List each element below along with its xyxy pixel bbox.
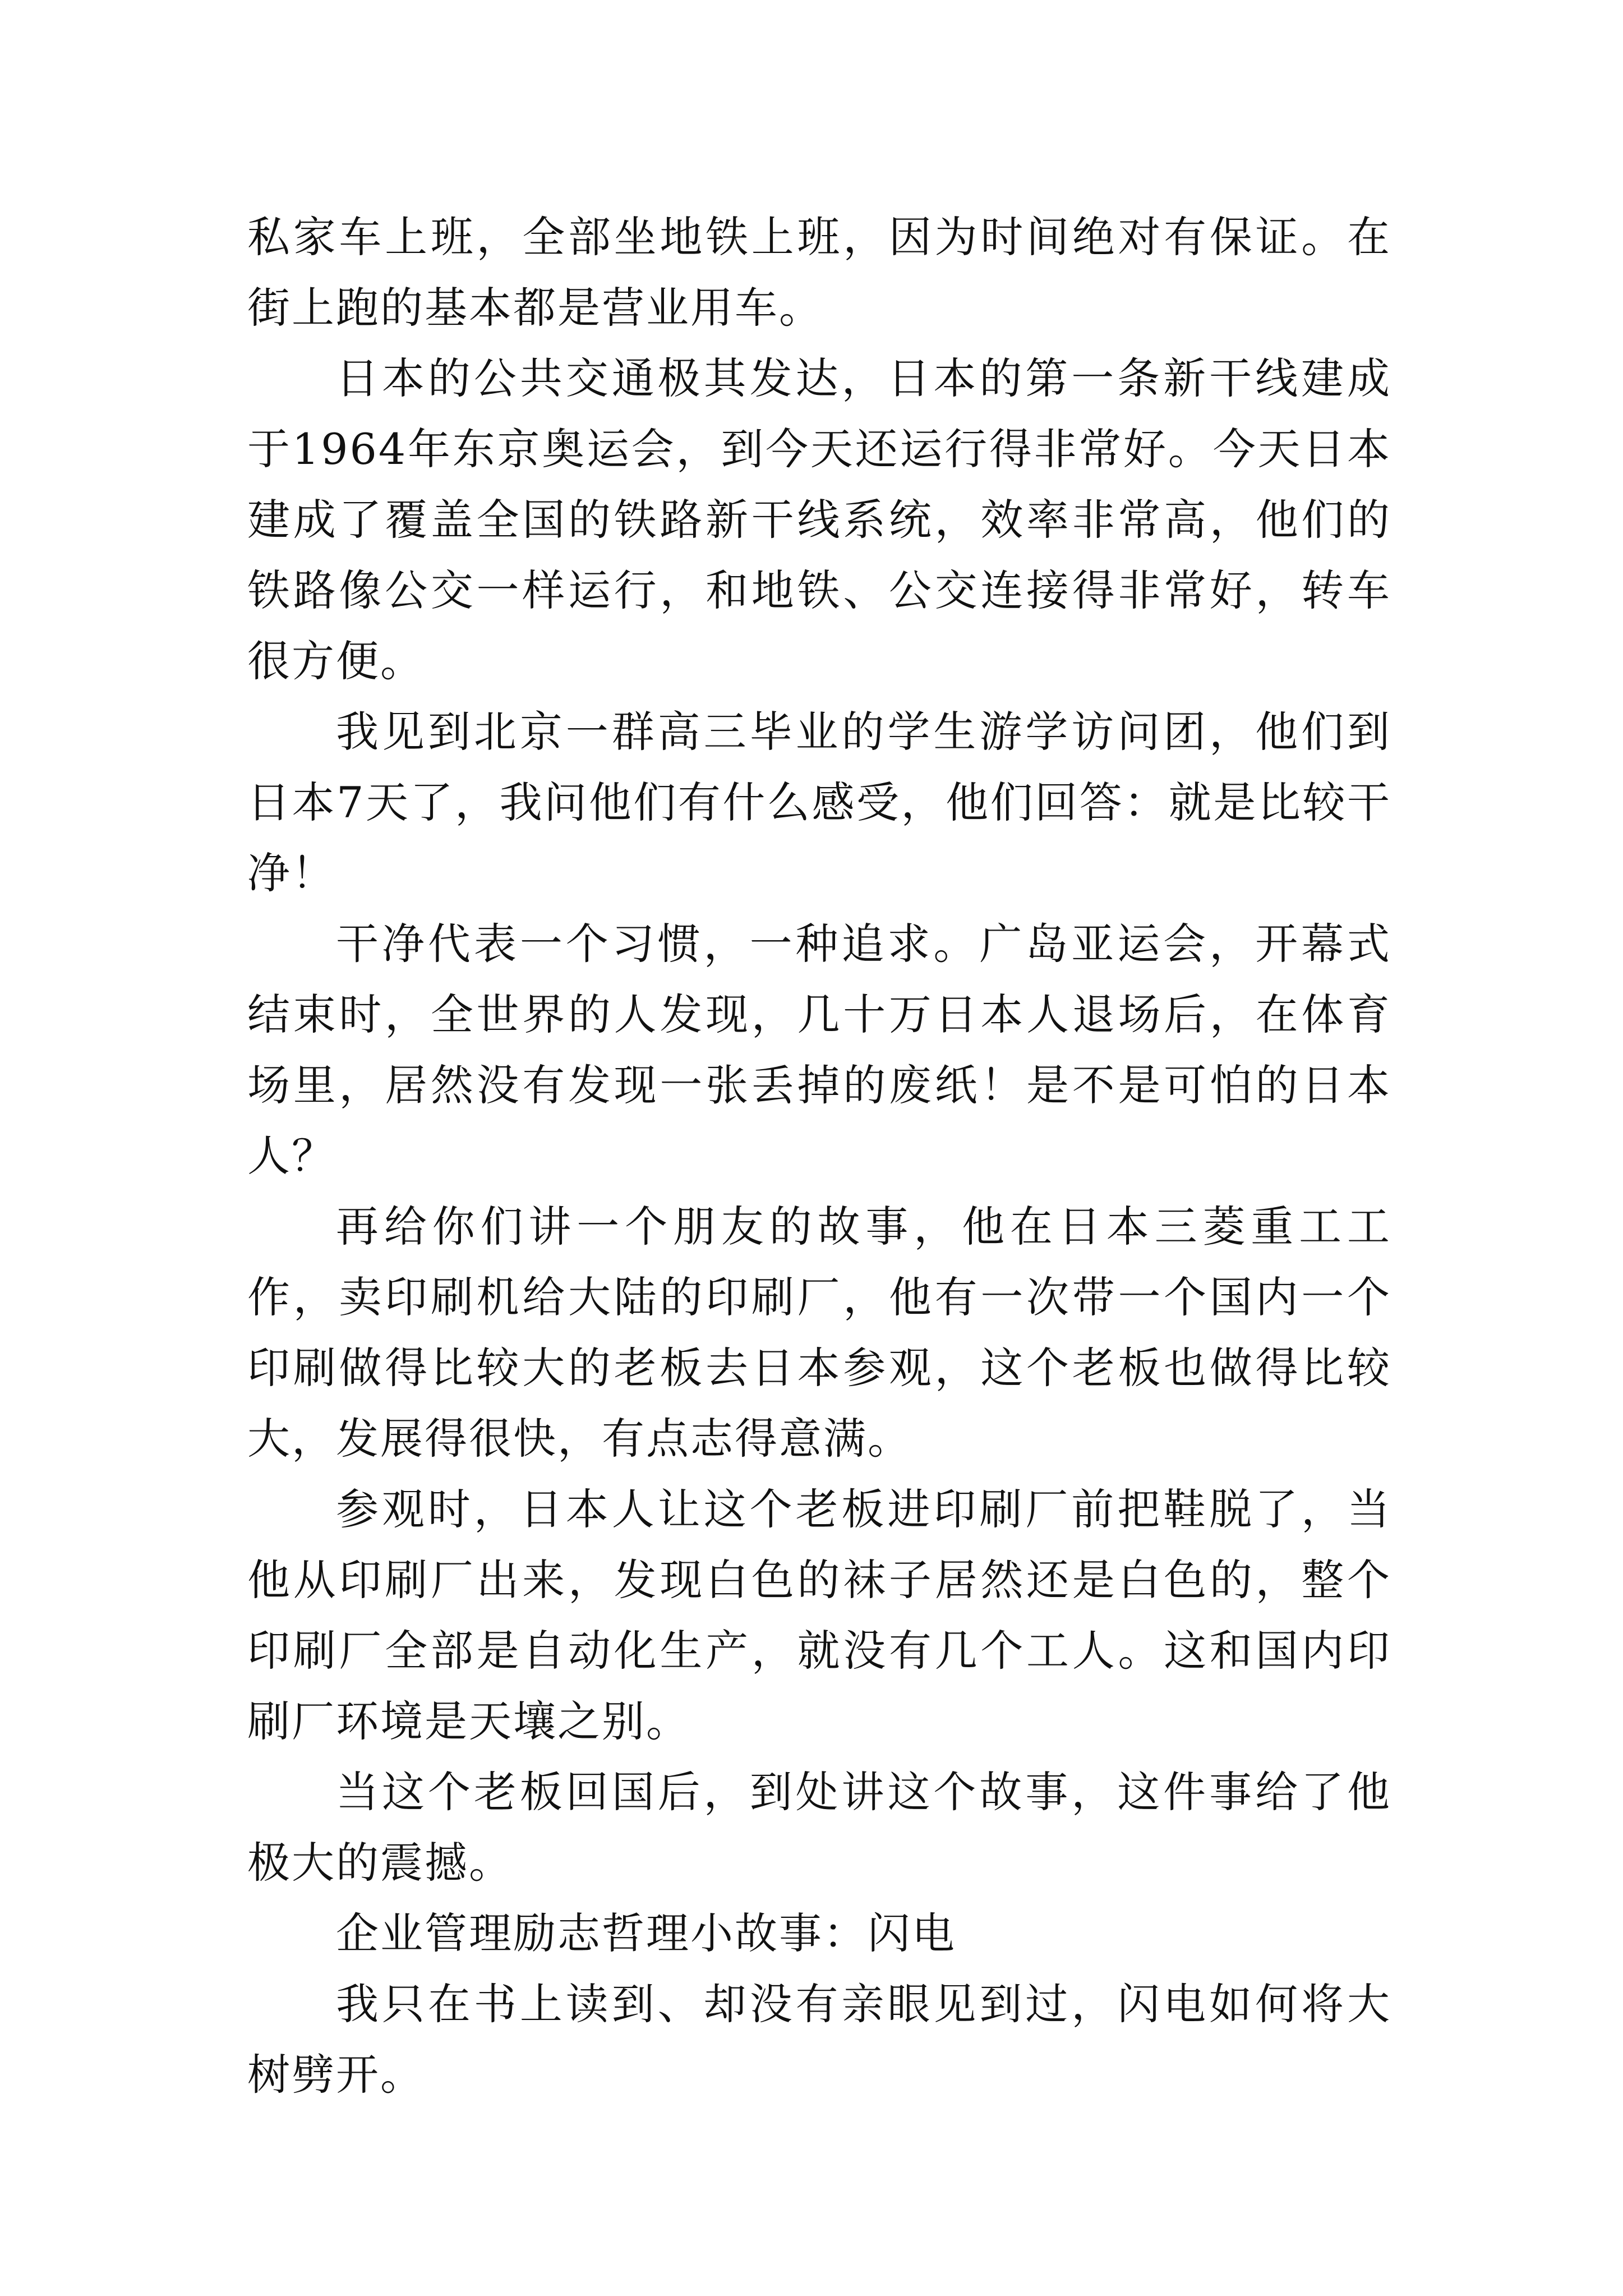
paragraph-4: 干净代表一个习惯，一种追求。广岛亚运会，开幕式结束时，全世界的人发现，几十万日本人退场后，在体育场里，居然没有发现一张丢掉的废纸！是不是可怕的日本人？ xyxy=(247,919,1391,1181)
paragraph-8: 我只在书上读到、却没有亲眼见到过，闪电如何将大树劈开。 xyxy=(247,1979,1391,2100)
section-heading: 企业管理励志哲理小故事：闪电 xyxy=(336,1908,956,1958)
paragraph-6: 参观时，日本人让这个老板进印刷厂前把鞋脱了，当他从印刷厂出来，发现白色的袜子居然还是白色的，整个印刷厂全部是自动化生产，就没有几个工人。这和国内印刷厂环境是天壤之别。 xyxy=(247,1484,1391,1746)
paragraph-1: 私家车上班，全部坐地铁上班，因为时间绝对有保证。在街上跑的基本都是营业用车。 xyxy=(247,212,1391,333)
paragraph-5: 再给你们讲一个朋友的故事，他在日本三菱重工工作，卖印刷机给大陆的印刷厂，他有一次带一个国内一个印刷做得比较大的老板去日本参观，这个老板也做得比较大，发展得很快，有点志得意满。 xyxy=(247,1202,1391,1464)
paragraph-7: 当这个老板回国后，到处讲这个故事，这件事给了他极大的震撼。 xyxy=(247,1767,1391,1888)
document-body xyxy=(247,202,1391,2110)
paragraph-2: 日本的公共交通极其发达，日本的第一条新干线建成于1964年东京奥运会，到今天还运行得非常好。今天日本建成了覆盖全国的铁路新干线系统，效率非常高，他们的铁路像公交一样运行，和地铁、公交连接得非常好，转车很方便。 xyxy=(247,353,1391,686)
paragraph-3: 我见到北京一群高三毕业的学生游学访问团，他们到日本7天了，我问他们有什么感受，他们回答：就是比较干净！ xyxy=(247,707,1391,898)
